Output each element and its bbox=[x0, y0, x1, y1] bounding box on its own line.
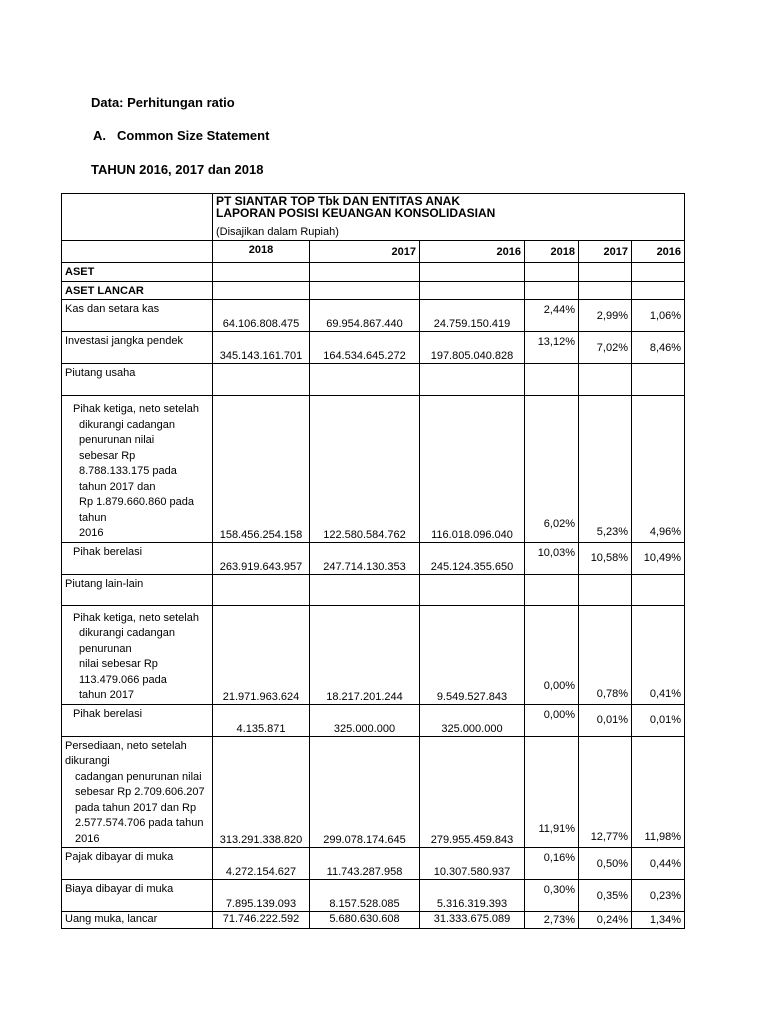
currency-note: (Disajikan dalam Rupiah) bbox=[216, 226, 339, 238]
value-2016: 9.549.527.843 bbox=[420, 605, 525, 704]
value-2017: 247.714.130.353 bbox=[310, 542, 420, 574]
table-title-cell bbox=[213, 194, 685, 241]
percent-2018: 2,44% bbox=[525, 300, 579, 332]
table-row bbox=[62, 912, 685, 929]
table-row bbox=[62, 574, 685, 605]
percent-2018: 13,12% bbox=[525, 332, 579, 364]
table-row bbox=[62, 263, 685, 282]
percent-2018: 11,91% bbox=[525, 736, 579, 848]
value-2017: 122.580.584.762 bbox=[310, 396, 420, 543]
percent-2017: 2,99% bbox=[579, 300, 632, 332]
percent-2017: 0,24% bbox=[579, 912, 632, 929]
value-2016: 197.805.040.828 bbox=[420, 332, 525, 364]
value-2017: 69.954.867.440 bbox=[310, 300, 420, 332]
table-row bbox=[62, 281, 685, 300]
percent-2018: 0,30% bbox=[525, 880, 579, 912]
report-name: LAPORAN POSISI KEUANGAN KONSOLIDASIAN bbox=[216, 206, 496, 220]
value-2016: 325.000.000 bbox=[420, 704, 525, 736]
empty-cell bbox=[62, 241, 213, 263]
value-2016: 24.759.150.419 bbox=[420, 300, 525, 332]
percent-2017: 0,78% bbox=[579, 605, 632, 704]
row-label: Investasi jangka pendek bbox=[62, 332, 213, 364]
year-heading: TAHUN 2016, 2017 dan 2018 bbox=[91, 162, 264, 177]
percent-2016: 1,06% bbox=[632, 300, 685, 332]
percent-2018: 6,02% bbox=[525, 396, 579, 543]
value-2018: 7.895.139.093 bbox=[213, 880, 310, 912]
percent-2016: 1,34% bbox=[632, 912, 685, 929]
percent-2016: 0,01% bbox=[632, 704, 685, 736]
section-heading bbox=[93, 128, 269, 143]
table-row bbox=[62, 300, 685, 332]
empty-cell bbox=[62, 194, 213, 241]
row-label: Piutang usaha bbox=[62, 364, 213, 396]
percent-2018: 2,73% bbox=[525, 912, 579, 929]
value-2016: 10.307.580.937 bbox=[420, 848, 525, 880]
value-2016: 5.316.319.393 bbox=[420, 880, 525, 912]
percent-2017: 0,35% bbox=[579, 880, 632, 912]
column-header: 2018 bbox=[525, 241, 579, 263]
value-2016: 31.333.675.089 bbox=[420, 912, 525, 929]
company-name: PT SIANTAR TOP Tbk DAN ENTITAS ANAK bbox=[216, 194, 461, 208]
row-label: Uang muka, lancar bbox=[62, 912, 213, 929]
row-label: Persediaan, neto setelah dikurangi cadangan penurunan nilai sebesar Rp 2.709.606.207 pada tahun 2017 dan Rp 2.577.574.706 pada tahun 2016 bbox=[62, 736, 213, 848]
table-row bbox=[62, 880, 685, 912]
column-header: 2017 bbox=[579, 241, 632, 263]
table-row bbox=[62, 332, 685, 364]
row-label: Piutang lain-lain bbox=[62, 574, 213, 605]
section-title: Common Size Statement bbox=[117, 128, 270, 143]
section-label: ASET LANCAR bbox=[62, 281, 213, 300]
table-row bbox=[62, 542, 685, 574]
row-label: Pihak ketiga, neto setelah dikurangi cadangan penurunan nilai sebesar Rp 113.479.066 pada tahun 2017 bbox=[62, 605, 213, 704]
percent-2016: 8,46% bbox=[632, 332, 685, 364]
value-2016: 245.124.355.650 bbox=[420, 542, 525, 574]
percent-2017: 7,02% bbox=[579, 332, 632, 364]
percent-2016: 0,41% bbox=[632, 605, 685, 704]
value-2018: 263.919.643.957 bbox=[213, 542, 310, 574]
row-label: Kas dan setara kas bbox=[62, 300, 213, 332]
value-2017: 8.157.528.085 bbox=[310, 880, 420, 912]
percent-2017: 0,01% bbox=[579, 704, 632, 736]
row-label: Biaya dibayar di muka bbox=[62, 880, 213, 912]
percent-2018: 0,00% bbox=[525, 605, 579, 704]
percent-2018: 10,03% bbox=[525, 542, 579, 574]
value-2017: 325.000.000 bbox=[310, 704, 420, 736]
percent-2016: 4,96% bbox=[632, 396, 685, 543]
value-2017: 18.217.201.244 bbox=[310, 605, 420, 704]
column-header-row bbox=[62, 241, 685, 263]
table-row bbox=[62, 736, 685, 848]
percent-2017: 5,23% bbox=[579, 396, 632, 543]
percent-2016: 0,44% bbox=[632, 848, 685, 880]
table-row bbox=[62, 848, 685, 880]
column-header: 2016 bbox=[632, 241, 685, 263]
value-2017: 11.743.287.958 bbox=[310, 848, 420, 880]
column-header: 2018 bbox=[213, 241, 310, 263]
table-row bbox=[62, 396, 685, 543]
value-2018: 4.135.871 bbox=[213, 704, 310, 736]
column-header: 2017 bbox=[310, 241, 420, 263]
value-2018: 64.106.808.475 bbox=[213, 300, 310, 332]
row-label: Pihak berelasi bbox=[62, 542, 213, 574]
table-row bbox=[62, 605, 685, 704]
percent-2018: 0,00% bbox=[525, 704, 579, 736]
percent-2017: 10,58% bbox=[579, 542, 632, 574]
document-title: Data: Perhitungan ratio bbox=[91, 95, 235, 110]
section-label: ASET bbox=[62, 263, 213, 282]
row-label: Pajak dibayar di muka bbox=[62, 848, 213, 880]
table-row bbox=[62, 364, 685, 396]
section-letter: A. bbox=[93, 128, 106, 143]
value-2018: 158.456.254.158 bbox=[213, 396, 310, 543]
table-row bbox=[62, 704, 685, 736]
value-2018: 21.971.963.624 bbox=[213, 605, 310, 704]
percent-2016: 11,98% bbox=[632, 736, 685, 848]
percent-2016: 0,23% bbox=[632, 880, 685, 912]
value-2017: 164.534.645.272 bbox=[310, 332, 420, 364]
value-2017: 5.680.630.608 bbox=[310, 912, 420, 929]
value-2018: 4.272.154.627 bbox=[213, 848, 310, 880]
percent-2017: 12,77% bbox=[579, 736, 632, 848]
percent-2017: 0,50% bbox=[579, 848, 632, 880]
percent-2018: 0,16% bbox=[525, 848, 579, 880]
value-2016: 116.018.096.040 bbox=[420, 396, 525, 543]
value-2018: 345.143.161.701 bbox=[213, 332, 310, 364]
balance-sheet-table bbox=[61, 193, 685, 929]
value-2018: 313.291.338.820 bbox=[213, 736, 310, 848]
row-label: Pihak berelasi bbox=[62, 704, 213, 736]
value-2018: 71.746.222.592 bbox=[213, 912, 310, 929]
value-2017: 299.078.174.645 bbox=[310, 736, 420, 848]
row-label: Pihak ketiga, neto setelah dikurangi cadangan penurunan nilai sebesar Rp 8.788.133.175 pada tahun 2017 dan Rp 1.879.660.860 pada tahun 2016 bbox=[62, 396, 213, 543]
percent-2016: 10,49% bbox=[632, 542, 685, 574]
table-title-row bbox=[62, 194, 685, 241]
column-header: 2016 bbox=[420, 241, 525, 263]
value-2016: 279.955.459.843 bbox=[420, 736, 525, 848]
